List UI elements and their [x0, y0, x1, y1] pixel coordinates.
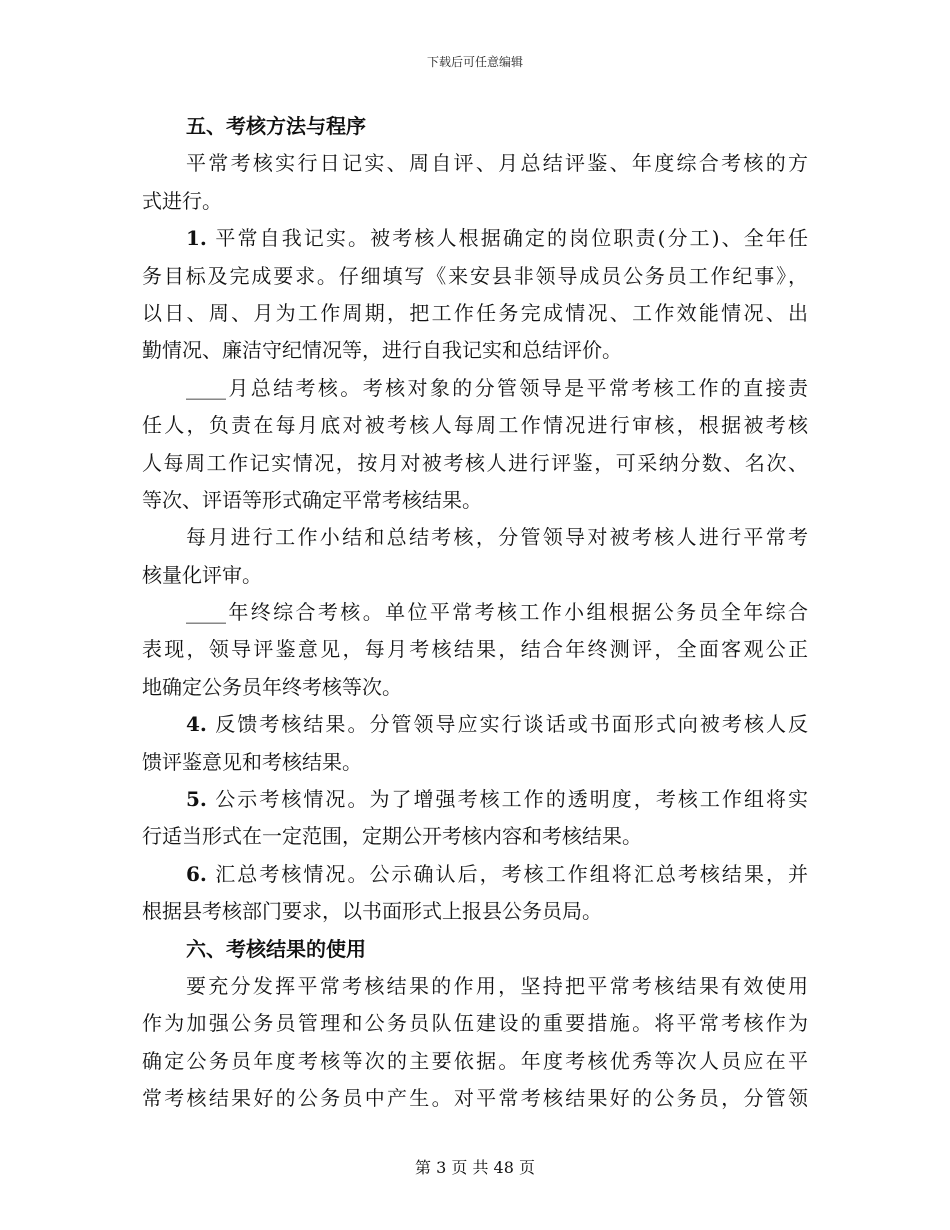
- line-text: 六、考核结果的使用: [186, 936, 366, 961]
- item-number: 1.: [186, 226, 207, 251]
- text-line: [142, 856, 808, 893]
- page-header: 下载后可任意编辑: [426, 55, 523, 69]
- document-body: [142, 108, 808, 1118]
- line-text: 公示考核情况。为了增强考核工作的透明度，考核工作组将实: [206, 787, 808, 812]
- text-line: [142, 594, 808, 631]
- section-heading: [142, 931, 808, 968]
- line-text: 汇总考核情况。公示确认后，考核工作组将汇总考核结果，并: [206, 861, 808, 886]
- text-line: [142, 1043, 808, 1080]
- text-line: [142, 706, 808, 743]
- line-text: 等次、评语等形式确定平常考核结果。: [142, 487, 482, 512]
- line-text: 常考核结果好的公务员中产生。对平常考核结果好的公务员，分管领: [142, 1086, 808, 1111]
- line-text: 要充分发挥平常考核结果的作用，坚持把平常考核结果有效使用: [186, 973, 808, 998]
- text-line: [142, 818, 808, 855]
- line-text: 地确定公务员年终考核等次。: [142, 674, 402, 699]
- text-line: [142, 258, 808, 295]
- text-line: [142, 482, 808, 519]
- line-text: 每月进行工作小结和总结考核，分管领导对被考核人进行平常考: [186, 525, 808, 550]
- line-text: 务目标及完成要求。仔细填写《来安县非领导成员公务员工作纪事》，: [142, 263, 808, 288]
- text-line: [142, 370, 808, 407]
- text-line: [142, 1080, 808, 1117]
- text-line: [142, 295, 808, 332]
- line-text: 平常考核实行日记实、周自评、月总结评鉴、年度综合考核的方: [186, 151, 808, 176]
- line-text: 以日、周、月为工作周期，把工作任务完成情况、工作效能情况、出: [142, 300, 808, 325]
- text-line: [142, 669, 808, 706]
- text-line: [142, 781, 808, 818]
- text-line: [142, 407, 808, 444]
- text-line: [142, 332, 808, 369]
- text-line: [142, 744, 808, 781]
- item-number: 5.: [186, 787, 207, 812]
- text-line: [142, 183, 808, 220]
- text-line: [142, 519, 808, 556]
- line-text: 人每周工作记实情况，按月对被考核人进行评鉴，可采纳分数、名次、: [142, 450, 808, 475]
- line-text: 馈评鉴意见和考核结果。: [142, 749, 362, 774]
- line-text: 确定公务员年度考核等次的主要依据。年度考核优秀等次人员应在平: [142, 1048, 808, 1073]
- line-text: 核量化评审。: [142, 562, 262, 587]
- text-line: [142, 445, 808, 482]
- line-text: ____月总结考核。考核对象的分管领导是平常考核工作的直接责: [186, 375, 808, 400]
- item-number: 6.: [186, 861, 207, 886]
- line-text: 行适当形式在一定范围，定期公开考核内容和考核结果。: [142, 824, 642, 849]
- section-heading: [142, 108, 808, 145]
- line-text: 作为加强公务员管理和公务员队伍建设的重要措施。将平常考核作为: [142, 1011, 808, 1036]
- line-text: 根据县考核部门要求，以书面形式上报县公务员局。: [142, 899, 602, 924]
- text-line: [142, 220, 808, 257]
- text-line: [142, 893, 808, 930]
- line-text: 任人，负责在每月底对被考核人每周工作情况进行审核，根据被考核: [142, 413, 808, 438]
- line-text: 表现，领导评鉴意见，每月考核结果，结合年终测评，全面客观公正: [142, 637, 808, 662]
- text-line: [142, 145, 808, 182]
- item-number: 4.: [186, 712, 207, 737]
- page-footer: 第 3 页 共 48 页: [415, 1158, 535, 1177]
- line-text: 平常自我记实。被考核人根据确定的岗位职责(分工)、全年任: [206, 226, 808, 251]
- line-text: 反馈考核结果。分管领导应实行谈话或书面形式向被考核人反: [206, 712, 808, 737]
- line-text: 五、考核方法与程序: [186, 114, 366, 138]
- text-line: [142, 557, 808, 594]
- text-line: [142, 968, 808, 1005]
- text-line: [142, 631, 808, 668]
- text-line: [142, 1005, 808, 1042]
- line-text: 式进行。: [142, 188, 222, 213]
- line-text: 勤情况、廉洁守纪情况等，进行自我记实和总结评价。: [142, 338, 622, 363]
- line-text: ____年终综合考核。单位平常考核工作小组根据公务员全年综合: [186, 600, 808, 625]
